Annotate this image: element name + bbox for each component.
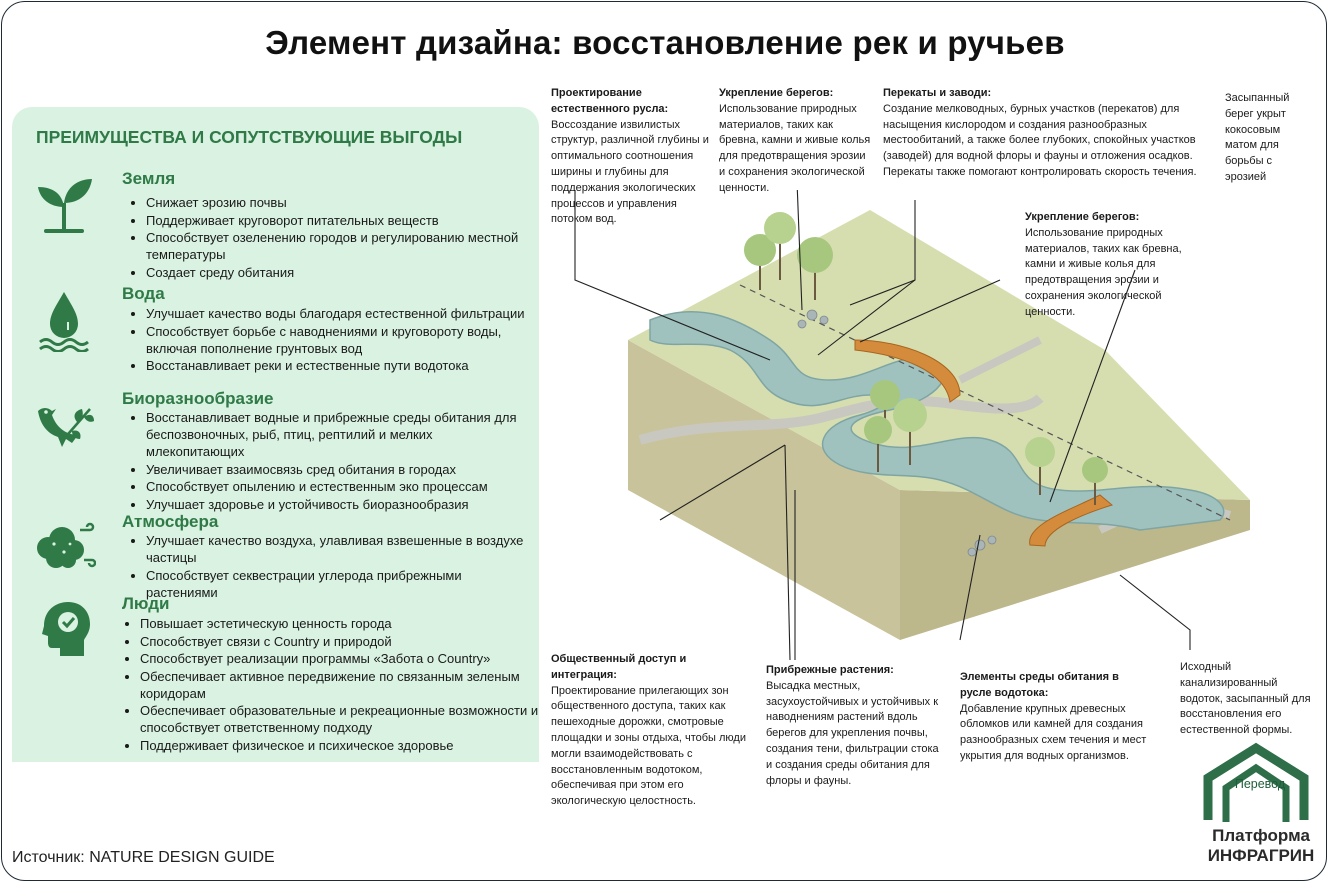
section-water-title: Вода: [122, 284, 165, 303]
source-caption: Источник: NATURE DESIGN GUIDE: [12, 849, 275, 866]
section-people-list: [120, 615, 550, 754]
list-item: • Способствует секвестрации углерода прибрежными растениями: [146, 567, 526, 601]
section-biodiversity-list: [126, 409, 526, 513]
section-water-list: [126, 305, 526, 375]
section-atmosphere-list: [126, 532, 526, 601]
logo-badge: Перевод: [1234, 777, 1286, 791]
list-item: • Обеспечивает образовательные и рекреационные возможности и способствует ответственному подходу: [140, 702, 550, 736]
section-atmosphere-title: Атмосфера: [122, 512, 219, 531]
annotation-text: Исходный канализированный водоток, засыпанный для восстановления его естественной формы.: [1180, 661, 1311, 737]
page-title: Элемент дизайна: восстановление рек и ручьев: [265, 24, 1065, 61]
list-item: • Восстанавливает водные и прибрежные среды обитания для беспозвоночных, рыб, птиц, рептилий и мелких млекопитающих: [146, 409, 526, 460]
benefits-panel: [12, 107, 539, 762]
annotation-public-access: [551, 652, 751, 810]
annotation-text: Проектирование прилегающих зон общественного доступа, таких как пешеходные дорожки, смотровые площадки и зоны отдыха, чтобы люди могли взаимодействовать с восстановленным водотоком, обеспечивая при этом его экологическую целостность.: [551, 684, 746, 808]
annotation-title: Общественный доступ и интеграция:: [551, 653, 687, 681]
list-item: • Поддерживает круговорот питательных веществ: [146, 212, 526, 229]
section-land-title: Земля: [122, 169, 176, 188]
list-item: • Улучшает здоровье и устойчивость биоразнообразия: [146, 496, 526, 513]
annotation-bank-stabilization-top: [719, 86, 874, 197]
annotation-title: Перекаты и заводи:: [883, 87, 992, 99]
list-item: • Улучшает качество воздуха, улавливая взвешенные в воздухе частицы: [146, 532, 526, 566]
head-check-icon: [32, 596, 96, 660]
annotation-text: Использование природных материалов, таких как бревна, камни и живые колья для предотвращения эрозии и сохранения экологической ценности.: [1025, 226, 1182, 318]
sprout-icon: [32, 173, 96, 237]
list-item: • Создает среду обитания: [146, 264, 526, 281]
annotation-title: Укрепление берегов:: [1025, 211, 1140, 223]
annotation-title: Прибрежные растения:: [766, 664, 894, 676]
annotation-title: Элементы среды обитания в русле водотока:: [960, 671, 1119, 699]
annotation-text: Засыпанный берег укрыт кокосовым матом для борьбы с эрозией: [1225, 92, 1290, 183]
list-item: • Улучшает качество воды благодаря естественной фильтрации: [146, 305, 526, 322]
list-item: • Обеспечивает активное передвижение по связанным зеленым коридорам: [140, 668, 550, 702]
annotation-riffles-pools: [883, 86, 1198, 181]
section-people-title: Люди: [122, 594, 170, 613]
list-item: • Способствует реализации программы «Забота о Country»: [140, 650, 550, 667]
annotation-title: Проектирование естественного русла:: [551, 87, 669, 115]
annotation-text: Добавление крупных древесных обломков или камней для создания разнообразных схем течения и мест укрытия для водных организмов.: [960, 702, 1147, 762]
annotation-original-channel: [1180, 660, 1320, 739]
benefits-panel-title: ПРЕИМУЩЕСТВА И СОПУТСТВУЮЩИЕ ВЫГОДЫ: [36, 127, 463, 147]
list-item: • Поддерживает физическое и психическое здоровье: [140, 737, 550, 754]
annotation-text: Воссоздание извилистых структур, различной глубины и оптимального соотношения ширины и глубины для поддержания экологических процессов и управления потоком вод.: [551, 118, 709, 226]
annotation-text: Высадка местных, засухоустойчивых и устойчивых к наводнениям растений вдоль берегов для укрепления почвы, создания тени, фильтрации стока и создания среды обитания для флоры и фауны.: [766, 679, 939, 787]
annotation-bank-stabilization-right: [1025, 210, 1190, 321]
annotation-text: Создание мелководных, бурных участков (перекатов) для насыщения кислородом и создания разнообразных местообитаний, а также более глубоких, спокойных участков (заводей) для водной флоры и фауны и отложения осадков. Перекаты также помогают контролировать скорость течения.: [883, 102, 1197, 178]
list-item: • Повышает эстетическую ценность города: [140, 615, 550, 632]
annotation-instream-habitat: [960, 670, 1150, 765]
logo-line2: ИНФРАГРИН: [1207, 846, 1315, 865]
section-biodiversity-title: Биоразнообразие: [122, 389, 274, 408]
list-item: • Увеличивает взаимосвязь сред обитания в городах: [146, 461, 526, 478]
list-item: • Способствует борьбе с наводнениями и круговороту воды, включая пополнение грунтовых вод: [146, 323, 526, 357]
list-item: • Способствует озеленению городов и регулированию местной температуры: [146, 229, 526, 263]
annotation-coir-mat: [1225, 91, 1310, 186]
logo-line1: Платформа: [1212, 826, 1310, 845]
list-item: • Снижает эрозию почвы: [146, 194, 526, 211]
annotation-text: Использование природных материалов, таких как бревна, камни и живые колья для предотвращения эрозии и сохранения экологической ценности.: [719, 102, 871, 194]
list-item: • Способствует связи с Country и природой: [140, 633, 550, 650]
list-item: • Восстанавливает реки и естественные пути водотока: [146, 357, 526, 374]
air-cloud-icon: [32, 516, 96, 580]
section-land-list: [126, 194, 526, 281]
annotation-natural-channel: [551, 86, 716, 228]
annotation-title: Укрепление берегов:: [719, 87, 834, 99]
annotation-riparian-plants: [766, 663, 946, 789]
water-drop-icon: [32, 288, 96, 352]
list-item: • Способствует опылению и естественным эко процессам: [146, 478, 526, 495]
logo-name: [1206, 826, 1316, 866]
bird-icon: [32, 391, 96, 455]
